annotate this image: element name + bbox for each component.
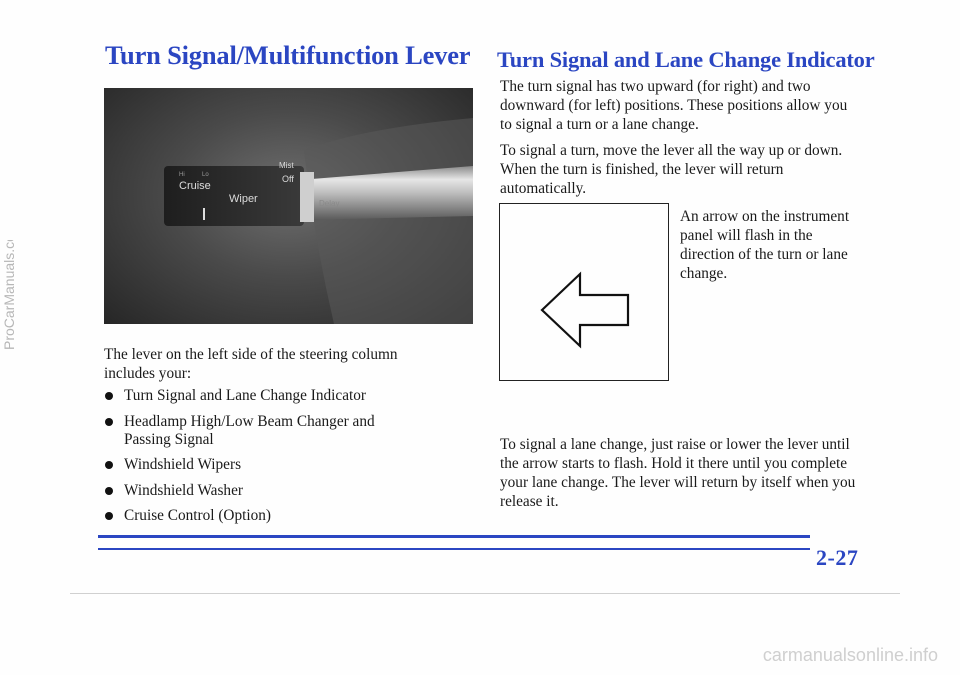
paragraph-lane-change: To signal a lane change, just raise or lower the lever until the arrow starts to flash. Hold it there until you complete your lane change. The lever will return by itself when you release it. bbox=[500, 436, 856, 510]
page-rule-thin bbox=[98, 548, 810, 550]
list-item: Turn Signal and Lane Change Indicator bbox=[104, 387, 414, 405]
mist-label: Mist bbox=[279, 161, 294, 170]
list-item: Headlamp High/Low Beam Changer and Passing Signal bbox=[104, 413, 414, 449]
wiper-label: Wiper bbox=[229, 193, 258, 205]
cruise-label: Cruise bbox=[179, 180, 211, 192]
off-label: Off bbox=[282, 174, 294, 184]
lever-functions-list bbox=[104, 387, 414, 533]
arrow-caption: An arrow on the instrument panel will flash in the direction of the turn or lane change. bbox=[680, 208, 850, 282]
lever-illustration bbox=[104, 88, 473, 324]
lo-label: Lo bbox=[202, 172, 209, 178]
section-heading-multifunction-lever: Turn Signal/Multifunction Lever bbox=[105, 40, 471, 70]
left-arrow-icon bbox=[540, 271, 632, 349]
section-heading-turn-signal: Turn Signal and Lane Change Indicator bbox=[497, 47, 875, 72]
page-number: 2-27 bbox=[816, 545, 859, 570]
footer-site-name: carmanualsonline.info bbox=[762, 645, 938, 665]
lever-photo bbox=[104, 88, 473, 324]
hi-label: Hi bbox=[179, 172, 185, 178]
turn-arrow-figure bbox=[499, 203, 669, 381]
intro-paragraph: The lever on the left side of the steering column includes your: bbox=[104, 346, 398, 382]
footer-divider bbox=[70, 593, 900, 594]
list-item: Cruise Control (Option) bbox=[104, 507, 414, 525]
paragraph-turn-signal-positions: The turn signal has two upward (for right) and two downward (for left) positions. These positions allow you to signal a turn or a lane change. bbox=[500, 78, 848, 133]
watermark-text: ProCarManuals.com bbox=[1, 240, 17, 350]
page-rule bbox=[98, 535, 810, 538]
watermark bbox=[0, 240, 32, 350]
paragraph-signal-a-turn: To signal a turn, move the lever all the way up or down. When the turn is finished, the lever will return automatically. bbox=[500, 142, 843, 197]
delay-label: Delay bbox=[319, 199, 340, 208]
list-item: Windshield Washer bbox=[104, 482, 414, 500]
list-item: Windshield Wipers bbox=[104, 456, 414, 474]
